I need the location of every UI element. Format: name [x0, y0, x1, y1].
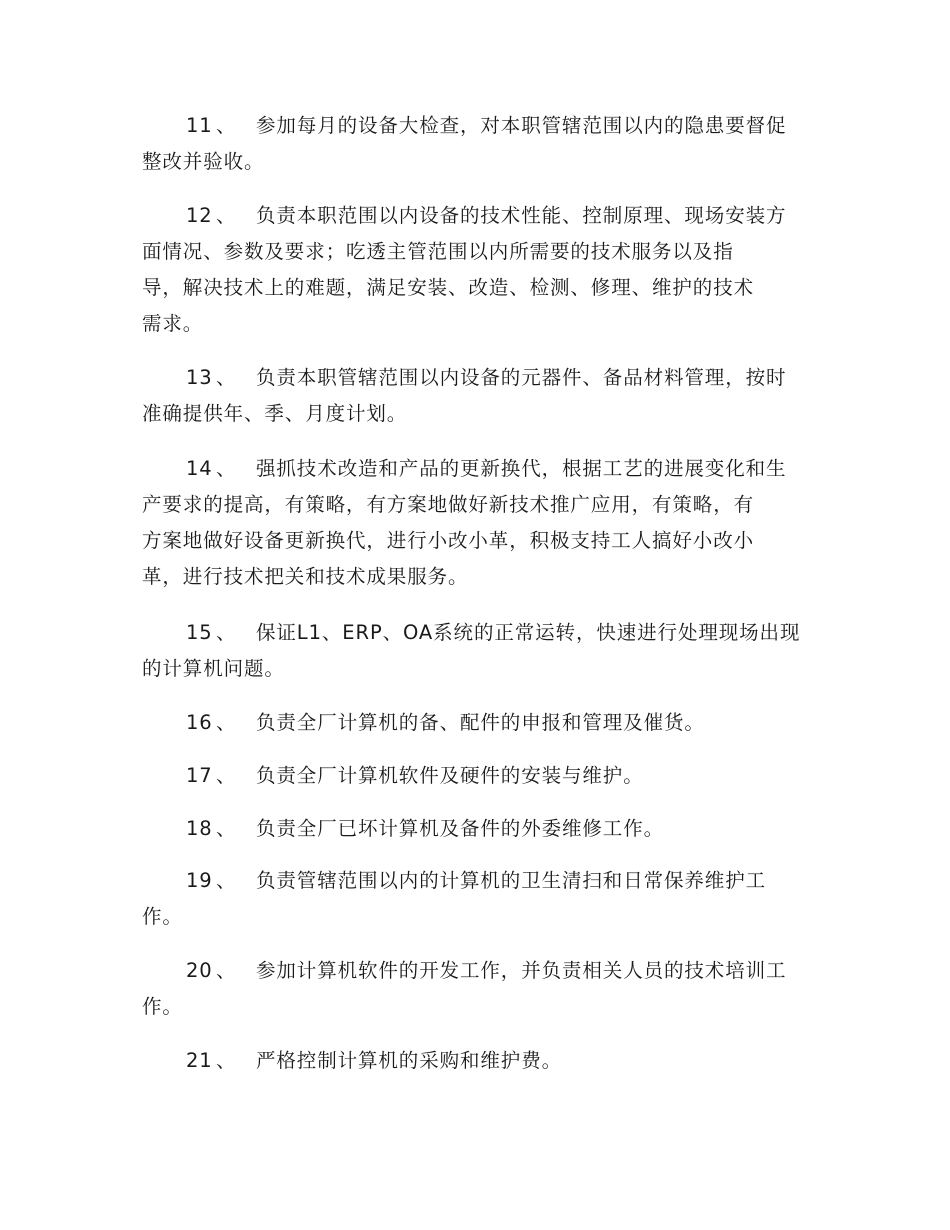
item-number: 20: [186, 959, 213, 982]
paragraph-text: 负责本职范围以内设备的技术性能、控制原理、现场安装方: [256, 204, 787, 227]
paragraph-text: 参加计算机软件的开发工作，并负责相关人员的技术培训工: [256, 959, 787, 982]
paragraph-line: 需求。: [142, 312, 204, 335]
item-separator: 、: [216, 621, 237, 644]
paragraph-line: [142, 705, 705, 741]
item-separator: 、: [216, 869, 237, 892]
paragraph-line: 面情况、参数及要求；吃透主管范围以内所需要的技术服务以及指: [142, 240, 734, 263]
item-separator: 、: [216, 817, 237, 840]
paragraph-line: 产要求的提高，有策略，有方案地做好新技术推广应用，有策略，有: [142, 493, 755, 516]
paragraph-text: 参加每月的设备大检查，对本职管辖范围以内的隐患要督促: [256, 114, 787, 137]
paragraph-text: 严格控制计算机的采购和维护费。: [256, 1049, 563, 1072]
item-number: 13: [186, 366, 213, 389]
paragraph-line: 的计算机问题。: [142, 657, 285, 680]
item-separator: 、: [216, 764, 237, 787]
item-separator: 、: [216, 204, 237, 227]
item-separator: 、: [216, 114, 237, 137]
item-number: 11: [186, 114, 213, 137]
item-number: 17: [186, 764, 213, 787]
paragraph-line: [142, 108, 786, 144]
paragraph-line: [142, 615, 800, 651]
paragraph-text: 负责全厂已坏计算机及备件的外委维修工作。: [256, 817, 665, 840]
paragraph-line: [142, 1043, 562, 1079]
list-item-17: [142, 758, 644, 794]
paragraph-line: 革，进行技术把关和技术成果服务。: [142, 565, 469, 588]
paragraph-text: 负责全厂计算机的备、配件的申报和管理及催货。: [256, 711, 705, 734]
item-separator: 、: [216, 959, 237, 982]
paragraph-line: 作。: [142, 995, 183, 1018]
item-number: 16: [186, 711, 213, 734]
item-number: 14: [186, 457, 213, 480]
list-item-12: [142, 198, 786, 342]
paragraph-line: [142, 360, 786, 396]
item-separator: 、: [216, 366, 237, 389]
item-number: 18: [186, 817, 213, 840]
list-item-13: [142, 360, 786, 432]
list-item-20: [142, 953, 786, 1025]
paragraph-line: 作。: [142, 905, 183, 928]
list-item-18: [142, 811, 664, 847]
list-item-21: [142, 1043, 562, 1079]
item-separator: 、: [216, 457, 237, 480]
item-number: 15: [186, 621, 213, 644]
paragraph-text: 保证L1、ERP、OA系统的正常运转，快速进行处理现场出现: [256, 621, 801, 644]
paragraph-line: 方案地做好设备更新换代，进行小改小革，积极支持工人搞好小改小: [142, 529, 755, 552]
list-item-16: [142, 705, 705, 741]
paragraph-line: [142, 811, 664, 847]
paragraph-line: 整改并验收。: [142, 150, 265, 173]
list-item-11: [142, 108, 786, 180]
paragraph-line: 导，解决技术上的难题，满足安装、改造、检测、修理、维护的技术: [142, 276, 755, 299]
paragraph-text: 负责本职管辖范围以内设备的元器件、备品材料管理，按时: [256, 366, 787, 389]
list-item-19: [142, 863, 766, 935]
item-separator: 、: [216, 711, 237, 734]
paragraph-line: [142, 758, 644, 794]
paragraph-line: [142, 863, 766, 899]
paragraph-line: [142, 953, 786, 989]
paragraph-text: 负责管辖范围以内的计算机的卫生清扫和日常保养维护工: [256, 869, 767, 892]
item-separator: 、: [216, 1049, 237, 1072]
paragraph-text: 负责全厂计算机软件及硬件的安装与维护。: [256, 764, 644, 787]
item-number: 19: [186, 869, 213, 892]
paragraph-line: [142, 198, 786, 234]
paragraph-line: 准确提供年、季、月度计划。: [142, 402, 408, 425]
list-item-14: [142, 451, 786, 595]
paragraph-text: 强抓技术改造和产品的更新换代，根据工艺的进展变化和生: [256, 457, 787, 480]
paragraph-line: [142, 451, 786, 487]
item-number: 21: [186, 1049, 213, 1072]
item-number: 12: [186, 204, 213, 227]
list-item-15: [142, 615, 800, 687]
